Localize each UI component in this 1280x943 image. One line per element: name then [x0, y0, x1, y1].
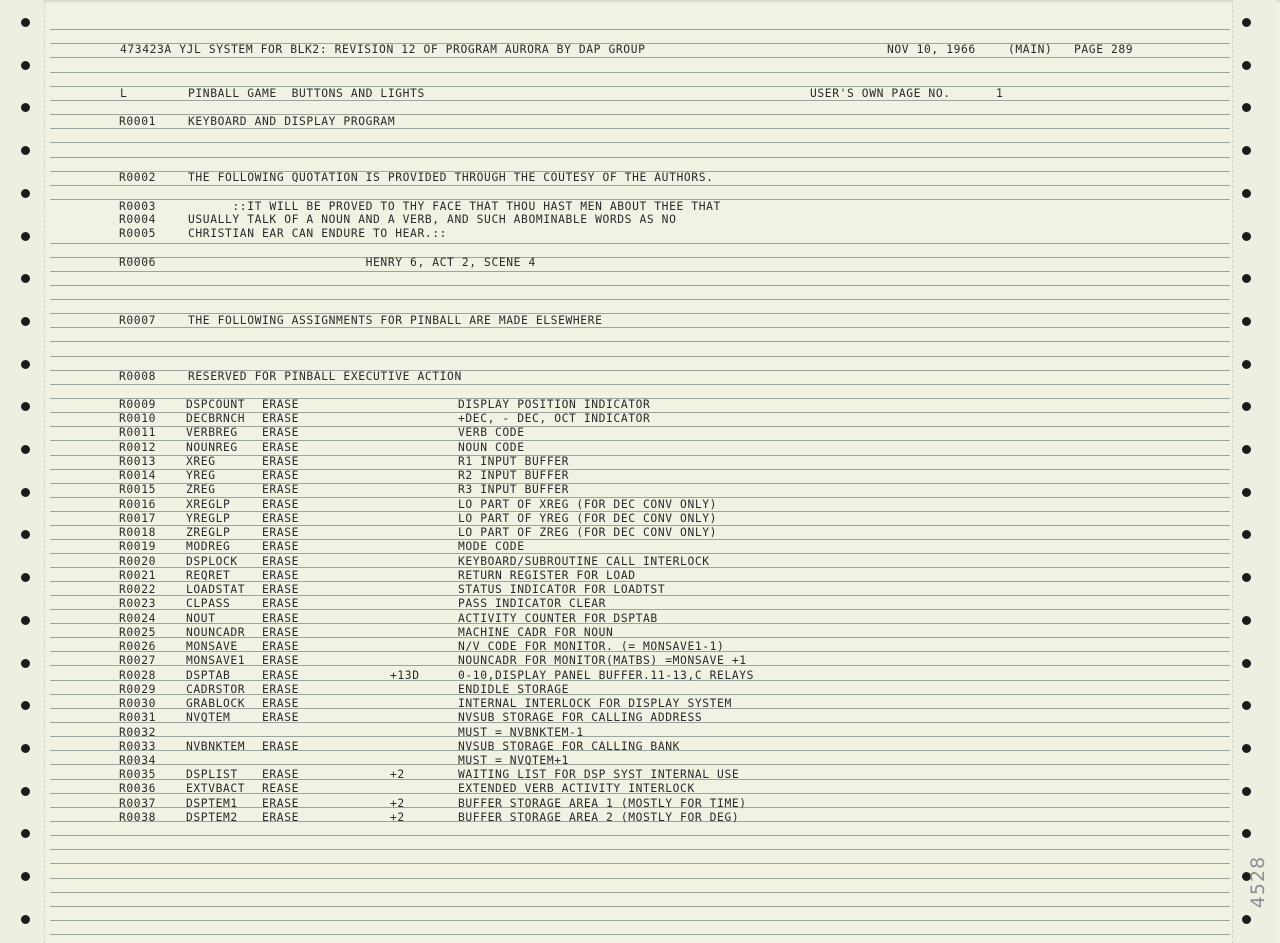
listing-comment: RETURN REGISTER FOR LOAD [458, 568, 636, 582]
ruled-line [50, 863, 1230, 864]
listing-rec: R0010 [119, 412, 157, 426]
listing-label: EXTVBACT [186, 782, 246, 796]
quotation-line: CHRISTIAN EAR CAN ENDURE TO HEAR.:: [188, 227, 448, 240]
listing-op: ERASE [262, 554, 300, 568]
listing-label: VERBREG [186, 426, 238, 440]
sprocket-hole [1242, 488, 1251, 497]
listing-label: DSPLIST [186, 768, 238, 782]
listing-comment: EXTENDED VERB ACTIVITY INTERLOCK [458, 782, 695, 796]
listing-comment: ACTIVITY COUNTER FOR DSPTAB [458, 611, 658, 625]
listing-rec: R0020 [119, 554, 157, 568]
section-title: PINBALL GAME BUTTONS AND LIGHTS [188, 87, 425, 100]
listing-comment: +DEC, - DEC, OCT INDICATOR [458, 412, 651, 426]
listing-label: DECBRNCH [186, 412, 246, 426]
ruled-line [50, 384, 1230, 385]
listing-op: ERASE [262, 412, 300, 426]
record-text: KEYBOARD AND DISPLAY PROGRAM [188, 115, 396, 128]
ruled-line [50, 128, 1230, 129]
listing-rec: R0038 [119, 810, 157, 824]
listing-comment: MUST = NVBNKTEM-1 [458, 725, 584, 739]
listing-op: ERASE [262, 454, 300, 468]
listing-operand: +2 [390, 768, 405, 782]
listing-comment: MODE CODE [458, 540, 525, 554]
listing-op: ERASE [262, 697, 300, 711]
listing-comment: ENDIDLE STORAGE [458, 682, 570, 696]
listing-label: XREGLP [186, 497, 231, 511]
listing-op: ERASE [262, 739, 300, 753]
listing-label: NVBNKTEM [186, 739, 246, 753]
listing-op: ERASE [262, 796, 300, 810]
sprocket-hole [1242, 616, 1251, 625]
listing-label: DSPTEM2 [186, 810, 238, 824]
ruled-line [50, 327, 1230, 328]
sprocket-hole [1242, 317, 1251, 326]
listing-op: ERASE [262, 398, 300, 411]
sprocket-hole [21, 232, 30, 241]
ruled-line [50, 142, 1230, 143]
sprocket-hole [1242, 232, 1251, 241]
record-text: THE FOLLOWING QUOTATION IS PROVIDED THROUGH THE COUTESY OF THE AUTHORS. [188, 171, 714, 184]
listing-rec: R0015 [119, 483, 157, 497]
listing-comment: VERB CODE [458, 426, 525, 440]
listing-comment: BUFFER STORAGE AREA 1 (MOSTLY FOR TIME) [458, 796, 747, 810]
listing-rec: R0037 [119, 796, 157, 810]
header-page-number: PAGE 289 [1074, 43, 1134, 56]
sprocket-hole [1242, 445, 1251, 454]
listing-op: ERASE [262, 625, 300, 639]
listing-label: YREG [186, 469, 216, 483]
record-text: RESERVED FOR PINBALL EXECUTIVE ACTION [188, 370, 462, 383]
listing-rec: R0028 [119, 668, 157, 682]
erase-listing [0, 398, 1230, 828]
sprocket-hole [1242, 659, 1251, 668]
listing-label: NVQTEM [186, 711, 231, 725]
listing-comment: WAITING LIST FOR DSP SYST INTERNAL USE [458, 768, 740, 782]
listing-op: ERASE [262, 540, 300, 554]
record-number: R0008 [119, 370, 157, 383]
listing-comment: STATUS INDICATOR FOR LOADTST [458, 583, 666, 597]
sprocket-hole [21, 189, 30, 198]
listing-label: YREGLP [186, 511, 231, 525]
listing-rec: R0029 [119, 682, 157, 696]
listing-operand: +2 [390, 796, 405, 810]
listing-op: ERASE [262, 654, 300, 668]
sprocket-hole [21, 61, 30, 70]
listing-comment: NOUNCADR FOR MONITOR(MATBS) =MONSAVE +1 [458, 654, 747, 668]
sprocket-hole [1242, 61, 1251, 70]
ruled-line [50, 892, 1230, 893]
quotation-attribution: HENRY 6, ACT 2, SCENE 4 [188, 256, 536, 269]
listing-rec: R0017 [119, 511, 157, 525]
listing-label: DSPCOUNT [186, 398, 246, 411]
sprocket-hole [21, 915, 30, 924]
listing-label: LOADSTAT [186, 583, 246, 597]
listing-comment: MUST = NVQTEM+1 [458, 754, 570, 767]
listing-comment: NVSUB STORAGE FOR CALLING BANK [458, 739, 681, 753]
ruled-line [50, 29, 1230, 30]
listing-rec: R0025 [119, 625, 157, 639]
listing-op: ERASE [262, 440, 300, 454]
listing-label: DSPTEM1 [186, 796, 238, 810]
listing-comment: N/V CODE FOR MONITOR. (= MONSAVE1-1) [458, 640, 725, 654]
sprocket-hole [1242, 18, 1251, 27]
listing-label: ZREG [186, 483, 216, 497]
listing-label: DSPTAB [186, 668, 231, 682]
listing-comment: DISPLAY POSITION INDICATOR [458, 398, 651, 411]
ruled-line [50, 934, 1230, 935]
listing-rec: R0019 [119, 540, 157, 554]
listing-comment: R1 INPUT BUFFER [458, 454, 570, 468]
listing-comment: R2 INPUT BUFFER [458, 469, 570, 483]
listing-label: XREG [186, 454, 216, 468]
listing-label: ZREGLP [186, 526, 231, 540]
record-number: R0005 [119, 227, 157, 240]
user-page-number: 1 [996, 87, 1004, 100]
ruled-line [50, 299, 1230, 300]
listing-label: MONSAVE [186, 640, 238, 654]
listing-op: ERASE [262, 497, 300, 511]
listing-op: ERASE [262, 483, 300, 497]
header-main: (MAIN) [1008, 43, 1053, 56]
listing-rec: R0036 [119, 782, 157, 796]
listing-label: CADRSTOR [186, 682, 246, 696]
listing-op: ERASE [262, 768, 300, 782]
section-code: L [120, 87, 128, 100]
listing-rec: R0032 [119, 725, 157, 739]
listing-op: ERASE [262, 668, 300, 682]
listing-rec: R0018 [119, 526, 157, 540]
listing-op: REASE [262, 782, 300, 796]
ruled-line [50, 100, 1230, 101]
listing-op: ERASE [262, 583, 300, 597]
listing-comment: R3 INPUT BUFFER [458, 483, 570, 497]
listing-rec: R0026 [119, 640, 157, 654]
ruled-line [50, 185, 1230, 186]
listing-op: ERASE [262, 640, 300, 654]
listing-label: GRABLOCK [186, 697, 246, 711]
quotation-line: USUALLY TALK OF A NOUN AND A VERB, AND SUCH ABOMINABLE WORDS AS NO [188, 213, 677, 226]
ruled-line [50, 849, 1230, 850]
user-page-label: USER'S OWN PAGE NO. [810, 87, 951, 100]
listing-comment: LO PART OF ZREG (FOR DEC CONV ONLY) [458, 526, 718, 540]
record-number: R0004 [119, 213, 157, 226]
sprocket-hole [1242, 189, 1251, 198]
listing-comment: NOUN CODE [458, 440, 525, 454]
listing-comment: INTERNAL INTERLOCK FOR DISPLAY SYSTEM [458, 697, 732, 711]
ruled-line [50, 285, 1230, 286]
ruled-line [50, 243, 1230, 244]
listing-rec: R0014 [119, 469, 157, 483]
listing-rec: R0023 [119, 597, 157, 611]
listing-label: REQRET [186, 568, 231, 582]
listing-comment: 0-10,DISPLAY PANEL BUFFER.11-13,C RELAYS [458, 668, 755, 682]
ruled-line [50, 920, 1230, 921]
listing-label: CLPASS [186, 597, 231, 611]
listing-op: ERASE [262, 810, 300, 824]
record-text: THE FOLLOWING ASSIGNMENTS FOR PINBALL ARE MADE ELSEWHERE [188, 314, 603, 327]
ruled-line [50, 356, 1230, 357]
listing-rec: R0009 [119, 398, 157, 411]
listing-comment: MACHINE CADR FOR NOUN [458, 625, 614, 639]
listing-comment: BUFFER STORAGE AREA 2 (MOSTLY FOR DEG) [458, 810, 740, 824]
listing-rec: R0022 [119, 583, 157, 597]
sprocket-hole [21, 317, 30, 326]
right-tractor-strip [1232, 0, 1277, 943]
ruled-line [50, 57, 1230, 58]
sprocket-hole [1242, 360, 1251, 369]
listing-label: MONSAVE1 [186, 654, 246, 668]
ruled-line [50, 878, 1230, 879]
sprocket-hole [21, 18, 30, 27]
listing-rec: R0031 [119, 711, 157, 725]
header-date: NOV 10, 1966 [887, 43, 976, 56]
ruled-line [50, 72, 1230, 73]
record-number: R0002 [119, 171, 157, 184]
record-number: R0007 [119, 314, 157, 327]
listing-rec: R0012 [119, 440, 157, 454]
listing-op: ERASE [262, 682, 300, 696]
listing-op: ERASE [262, 426, 300, 440]
ruled-line [50, 341, 1230, 342]
listing-op: ERASE [262, 568, 300, 582]
listing-rec: R0011 [119, 426, 157, 440]
listing-operand: +13D [390, 668, 420, 682]
header-program-info: 473423A YJL SYSTEM FOR BLK2: REVISION 12 OF PROGRAM AURORA BY DAP GROUP [120, 43, 646, 56]
listing-rec: R0021 [119, 568, 157, 582]
listing-op: ERASE [262, 469, 300, 483]
listing-rec: R0027 [119, 654, 157, 668]
sprocket-hole [1242, 744, 1251, 753]
listing-rec: R0035 [119, 768, 157, 782]
listing-comment: LO PART OF YREG (FOR DEC CONV ONLY) [458, 511, 718, 525]
listing-op: ERASE [262, 597, 300, 611]
listing-rec: R0013 [119, 454, 157, 468]
sprocket-hole [21, 360, 30, 369]
record-number: R0003 [119, 200, 157, 213]
listing-comment: KEYBOARD/SUBROUTINE CALL INTERLOCK [458, 554, 710, 568]
listing-label: NOUNREG [186, 440, 238, 454]
record-number: R0001 [119, 115, 157, 128]
listing-rec: R0030 [119, 697, 157, 711]
listing-op: ERASE [262, 611, 300, 625]
ruled-line [50, 906, 1230, 907]
listing-label: DSPLOCK [186, 554, 238, 568]
listing-rec: R0034 [119, 754, 157, 767]
ruled-line [50, 157, 1230, 158]
listing-comment: PASS INDICATOR CLEAR [458, 597, 607, 611]
sheet-stamp-number: 4528 [1247, 855, 1269, 909]
listing-comment: NVSUB STORAGE FOR CALLING ADDRESS [458, 711, 703, 725]
listing-op: ERASE [262, 526, 300, 540]
listing-comment: LO PART OF XREG (FOR DEC CONV ONLY) [458, 497, 718, 511]
listing-label: NOUT [186, 611, 216, 625]
ruled-line [50, 271, 1230, 272]
listing-op: ERASE [262, 511, 300, 525]
record-number: R0006 [119, 256, 157, 269]
sprocket-hole [21, 872, 30, 881]
listing-operand: +2 [390, 810, 405, 824]
listing-op: ERASE [262, 711, 300, 725]
listing-label: NOUNCADR [186, 625, 246, 639]
listing-rec: R0033 [119, 739, 157, 753]
listing-rec: R0016 [119, 497, 157, 511]
ruled-line [50, 835, 1230, 836]
quotation-line: ::IT WILL BE PROVED TO THY FACE THAT THOU HAST MEN ABOUT THEE THAT [188, 200, 721, 213]
sprocket-hole [1242, 787, 1251, 796]
listing-label: MODREG [186, 540, 231, 554]
listing-rec: R0024 [119, 611, 157, 625]
